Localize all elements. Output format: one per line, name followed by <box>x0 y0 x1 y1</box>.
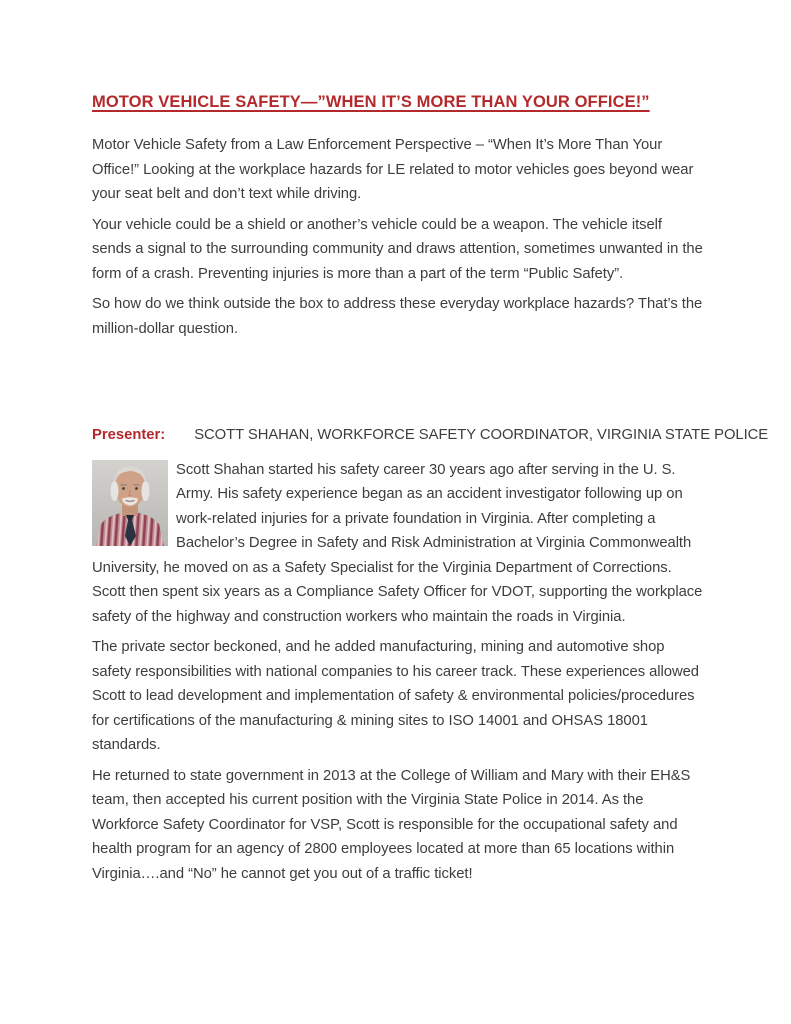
presenter-label: Presenter: <box>92 427 166 443</box>
bio-paragraph-1-block <box>92 458 703 630</box>
bio-paragraph-2: The private sector beckoned, and he added manufacturing, mining and automotive shop safety responsibilities with national companies to his career track. These experiences allowed Scott to lead development and implementation of safety & environmental policies/procedures for certifications of the manufacturing & mining sites to ISO 14001 and OHSAS 18001 standards. <box>92 639 699 753</box>
vertical-spacer <box>92 347 703 423</box>
page-title: MOTOR VEHICLE SAFETY—”WHEN IT’S MORE THAN YOUR OFFICE!” <box>92 93 650 111</box>
bio-paragraph-3: He returned to state government in 2013 at the College of William and Mary with their EH&S team, then accepted his current position with the Virginia State Police in 2014. As the Workforce Safety Coordinator for VSP, Scott is responsible for the occupational safety and health program for an agency of 2800 employees located at more than 65 locations within Virginia….and “No” he cannot get you out of a traffic ticket! <box>92 767 691 882</box>
headshot-illustration <box>92 460 168 546</box>
body-paragraph-3: So how do we think outside the box to address these everyday workplace hazards? That’s the million-dollar question. <box>92 296 703 337</box>
bio-paragraph-1: Scott Shahan started his safety career 30 years ago after serving in the U. S. Army. His safety experience began as an accident investigator following up on work-related injuries for a private foundation in Virginia. After completing a Bachelor’s Degree in Safety and Risk Administration at Virginia Commonwealth University, he moved on as a Safety Specialist for the Virginia Department of Corrections. Scott then spent six years as a Compliance Safety Officer for VDOT, supporting the workplace safety of the highway and construction workers who maintain the roads in Virginia. <box>92 461 703 625</box>
presenter-headshot-photo <box>92 460 168 546</box>
intro-paragraph: Motor Vehicle Safety from a Law Enforcement Perspective – “When It’s More Than Your Office!” Looking at the workplace hazards for LE related to motor vehicles goes beyond wear your seat belt and don’t text while driving. <box>92 137 694 202</box>
presenter-line <box>92 423 769 448</box>
presenter-name: SCOTT SHAHAN, WORKFORCE SAFETY COORDINATOR, VIRGINIA STATE POLICE <box>194 427 769 443</box>
body-paragraph-2: Your vehicle could be a shield or another’s vehicle could be a weapon. The vehicle itself sends a signal to the surrounding community and draws attention, sometimes unwanted in the form of a crash. Preventing injuries is more than a part of the term “Public Safety”. <box>92 216 703 282</box>
